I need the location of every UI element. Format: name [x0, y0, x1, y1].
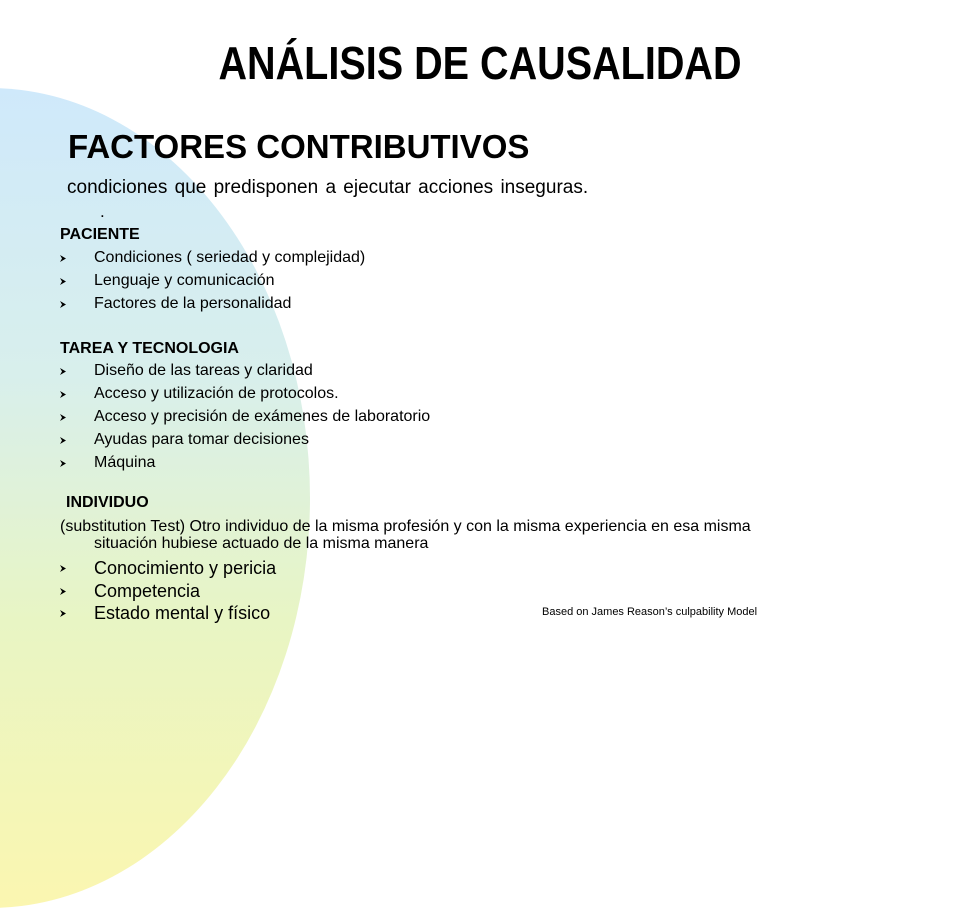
- slide-subtitle: FACTORES CONTRIBUTIVOS: [68, 128, 530, 165]
- arrow-bullet-icon: [60, 293, 70, 315]
- arrow-bullet-icon: [60, 360, 70, 382]
- slide-title: ANÁLISIS DE CAUSALIDAD: [218, 37, 742, 89]
- section-heading-individuo: INDIVIDUO: [66, 494, 149, 511]
- list-item-label: Diseño de las tareas y claridad: [94, 362, 313, 379]
- credit-text: Based on James Reason’s culpability Model: [542, 606, 758, 618]
- list-item-label: Ayudas para tomar decisiones: [94, 431, 309, 448]
- arrow-bullet-icon: [60, 557, 70, 579]
- list-item-label: Condiciones ( seriedad y complejidad): [94, 249, 366, 266]
- arrow-bullet-icon: [60, 452, 70, 474]
- section-heading-paciente: PACIENTE: [60, 226, 140, 243]
- dot-mark: .: [100, 202, 105, 221]
- list-item-label: Conocimiento y pericia: [94, 558, 277, 578]
- arrow-bullet-icon: [60, 270, 70, 292]
- list-item-label: Factores de la personalidad: [94, 295, 292, 312]
- list-item-label: Competencia: [94, 581, 201, 601]
- arrow-bullet-icon: [60, 406, 70, 428]
- arrow-bullet-icon: [60, 247, 70, 269]
- substitution-test-note: [60, 518, 920, 552]
- note-line-2: situación hubiese actuado de la misma manera: [94, 535, 429, 552]
- list-item-label: Máquina: [94, 454, 156, 471]
- arrow-bullet-icon: [60, 429, 70, 451]
- list-item-label: Acceso y precisión de exámenes de laboratorio: [94, 408, 431, 425]
- arrow-bullet-icon: [60, 383, 70, 405]
- list-item-label: Estado mental y físico: [94, 603, 271, 623]
- list-item-label: Lenguaje y comunicación: [94, 272, 275, 289]
- arrow-bullet-icon: [60, 602, 70, 624]
- list-item-label: Acceso y utilización de protocolos.: [94, 385, 339, 402]
- arrow-bullet-icon: [60, 580, 70, 602]
- lead-text: condiciones que predisponen a ejecutar acciones inseguras.: [67, 177, 589, 198]
- section-heading-tarea: TAREA Y TECNOLOGIA: [60, 340, 239, 357]
- note-line-1: (substitution Test) Otro individuo de la misma profesión y con la misma experiencia en esa misma: [60, 518, 751, 535]
